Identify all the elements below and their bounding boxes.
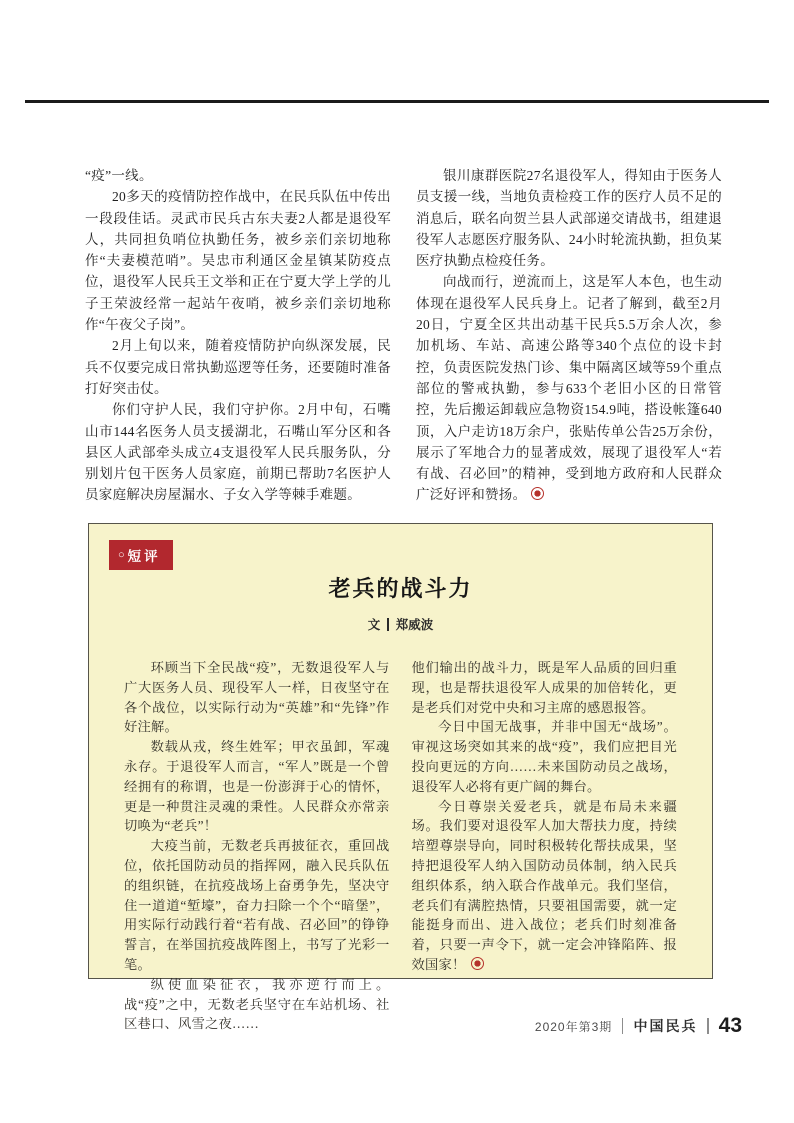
paragraph: 环顾当下全民战“疫”，无数退役军人与广大医务人员、现役军人一样，日夜坚守在各个战位，以实际行动为“英雄”和“先锋”作好注解。 [124,660,390,735]
commentary-title: 老兵的战斗力 [328,576,473,601]
issue-label: 2020年第3期 [534,1019,613,1034]
top-article-left-column [85,165,391,506]
paragraph: “疫”一线。 [85,168,153,183]
end-of-article-icon [531,487,544,500]
column-tag [109,540,173,570]
byline-prefix: 文 [367,618,381,632]
paragraph: 大疫当前，无数老兵再披征衣，重回战位，依托国防动员的指挥网，融入民兵队伍的组织链，在抗疫战场上奋勇争先，坚决守住一道道“堑壕”，奋力扫除一个个“暗堡”，用实际行动践行着“若有战、召必回”的铮铮誓言，在举国抗疫战阵图上，书写了光彩一笔。 [124,838,390,972]
magazine-name: 中国民兵 [633,1018,698,1034]
paragraph: 20多天的疫情防控作战中，在民兵队伍中传出一段段佳话。灵武市民兵古东夫妻2人都是退役军人，共同担负哨位执勤任务，被乡亲们亲切地称作“夫妻模范哨”。吴忠市利通区金星镇某防疫点位，退役军人民兵王文举和正在宁夏大学上学的儿子王荣波经常一起站午夜哨，被乡亲们亲切地称作“午夜父子岗”。 [85,189,391,333]
paragraph-text: 今日尊崇关爱老兵，就是布局未来疆场。我们要对退役军人加大帮扶力度，持续培塑尊崇导向，同时积极转化帮扶成果，坚持把退役军人纳入国防动员体制，纳入民兵组织体系，纳入联合作战单元。我们坚信，老兵们有满腔热情，只要祖国需要，就一定能挺身而出、进入战位；老兵们时刻准备着，只要一声令下，就一定会冲锋陷阵、报效国家！ [411,798,677,972]
byline-author: 郑威波 [395,618,434,632]
circle-icon: ○ [118,549,125,561]
column-tag-label: 短评 [127,549,161,564]
byline-divider [387,618,389,631]
byline [89,615,712,633]
header-rule [25,100,769,103]
paragraph [412,797,678,975]
paragraph: 纵使血染征衣，我亦逆行而上。战“疫”之中，无数老兵坚守在车站机场、社区巷口、风雪之夜…… [124,976,390,1032]
top-article-right-column [416,165,722,506]
paragraph: 2月上旬以来，随着疫情防护向纵深发展，民兵不仅要完成日常执勤巡逻等任务，还要随时准备打好突击仗。 [85,338,391,396]
page-number: 43 [718,1014,742,1037]
footer-divider [707,1018,708,1034]
paragraph: 今日中国无战事，并非中国无“战场”。审视这场突如其来的战“疫”，我们应把目光投向更远的方向……未来国防动员之战场，退役军人必将有更广阔的舞台。 [411,719,677,794]
paragraph: 他们输出的战斗力，既是军人品质的回归重现，也是帮扶退役军人成果的加倍转化，更是老兵们对党中央和习主席的感恩报答。 [411,660,677,715]
end-of-article-icon [471,957,484,970]
footer-divider [622,1018,623,1034]
paragraph: 数载从戎，终生姓军；甲衣虽卸，军魂永存。于退役军人而言，“军人”既是一个曾经拥有的称谓，也是一份澎湃于心的情怀，更是一种贯注灵魂的秉性。人民群众亦常亲切唤为“老兵”！ [124,739,390,834]
page-footer [535,1014,742,1038]
commentary-right-column [412,658,678,1034]
paragraph: 你们守护人民，我们守护你。2月中旬，石嘴山市144名医务人员支援湖北，石嘴山军分区和各县区人武部牵头成立4支退役军人民兵服务队，分别划片包干医务人员家庭，前期已帮助7名医护人员家庭解决房屋漏水、子女入学等棘手难题。 [85,402,391,503]
top-article [85,165,722,506]
paragraph: 银川康群医院27名退役军人，得知由于医务人员支援一线，当地负责检疫工作的医疗人员不足的消息后，联名向贺兰县人武部递交请战书，组建退役军人志愿医疗服务队、24小时轮流执勤，担负某医疗执勤点检疫任务。 [416,168,722,269]
paragraph-text: 向战而行，逆流而上，这是军人本色，也生动体现在退役军人民兵身上。记者了解到，截至2月20日，宁夏全区共出动基干民兵5.5万余人次，参加机场、车站、高速公路等340个点位的设卡封控，负责医院发热门诊、集中隔离区域等59个重点部位的警戒执勤，参与633个老旧小区的日常管控，先后搬运卸载应急物资154.9吨，搭设帐篷640顶，入户走访18万余户，张贴传单公告25万余份，展示了军地合力的显著成效，展现了退役军人“若有战、召必回”的精神，受到地方政府和人民群众广泛好评和赞扬。 [416,274,722,503]
paragraph [416,271,722,505]
commentary-body [89,658,712,1034]
commentary-left-column [124,658,390,1034]
